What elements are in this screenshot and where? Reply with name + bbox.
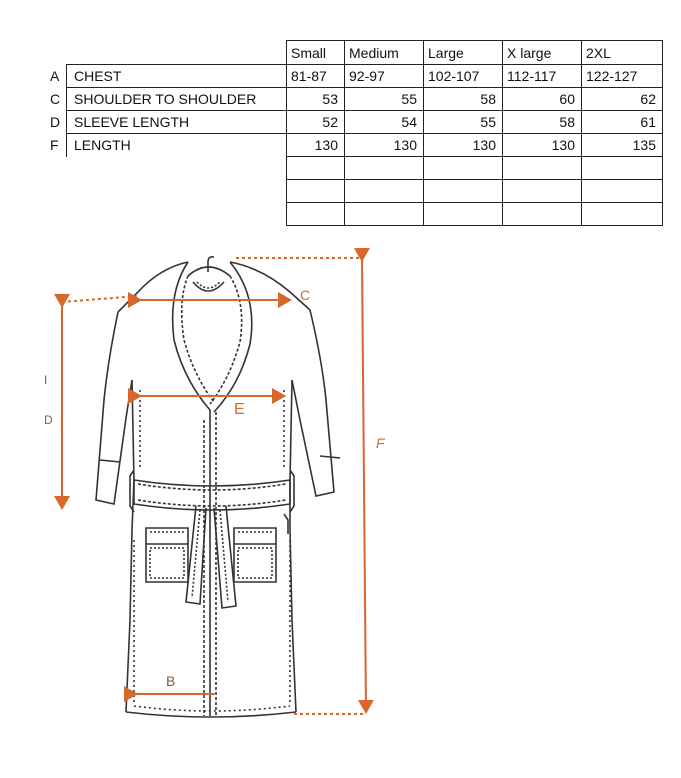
table-gridline [66,64,67,157]
table-cell: 130 [551,137,575,153]
label-e: E [234,401,245,418]
row-code: C [50,91,61,107]
hem [126,712,296,717]
shawl-collar-right [214,262,252,412]
table-cell: 130 [472,137,496,153]
table-cell: 112-117 [507,68,557,84]
pocket-right [234,528,276,582]
arrow-d-guide [62,296,138,302]
collar-back [188,267,230,276]
left-shoulder [118,262,188,312]
table-cell: 58 [559,114,575,130]
table-cell: 62 [640,91,656,107]
column-header: Small [291,45,327,61]
table-cell: 130 [393,137,417,153]
belt-tail-right [214,506,236,608]
table-cell: 81-87 [291,68,327,84]
right-body-side [290,380,296,712]
table-cell: 135 [632,137,656,153]
row-label: SHOULDER TO SHOULDER [74,91,257,107]
table-gridline [66,87,663,88]
table-gridline [286,225,663,226]
pocket-left [146,528,188,582]
column-header: X large [507,45,552,61]
row-code: A [50,68,60,84]
table-cell: 54 [401,114,417,130]
table-gridline [286,40,287,226]
belt [134,480,290,510]
table-gridline [286,202,663,203]
row-label: CHEST [74,68,122,84]
table-cell: 58 [480,91,496,107]
label-c: C [300,287,311,303]
table-gridline [423,40,424,226]
table-gridline [286,40,663,41]
table-gridline [502,40,503,226]
right-sleeve [292,310,334,496]
table-cell: 53 [322,91,338,107]
table-gridline [662,40,663,226]
left-body-side [126,380,134,712]
table-cell: 60 [559,91,575,107]
arrow-f [362,260,366,712]
left-sleeve [96,312,132,504]
label-f: F [376,435,385,451]
table-gridline [286,179,663,180]
table-gridline [344,40,345,226]
row-code: F [50,137,59,153]
table-cell: 102-107 [428,68,480,84]
table-gridline [66,64,663,65]
table-gridline [286,156,663,157]
label-d: D [44,413,53,427]
table-gridline [581,40,582,226]
row-code: D [50,114,61,130]
bathrobe-diagram [0,240,681,778]
table-cell: 55 [480,114,496,130]
table-cell: 55 [401,91,417,107]
hanger-hook [208,257,214,272]
table-gridline [66,133,663,134]
diagram-labels [44,287,386,689]
right-shoulder [230,262,310,310]
table-cell: 122-127 [586,68,638,84]
label-b: B [166,673,176,689]
column-header: Large [428,45,464,61]
row-label: SLEEVE LENGTH [74,114,190,130]
table-cell: 61 [640,114,656,130]
robe-outline [96,257,340,717]
column-header: Medium [349,45,399,61]
label-a: I [44,373,48,387]
table-gridline [66,110,663,111]
table-cell: 92-97 [349,68,385,84]
row-label: LENGTH [74,137,131,153]
table-cell: 130 [314,137,338,153]
table-cell: 52 [322,114,338,130]
column-header: 2XL [586,45,611,61]
